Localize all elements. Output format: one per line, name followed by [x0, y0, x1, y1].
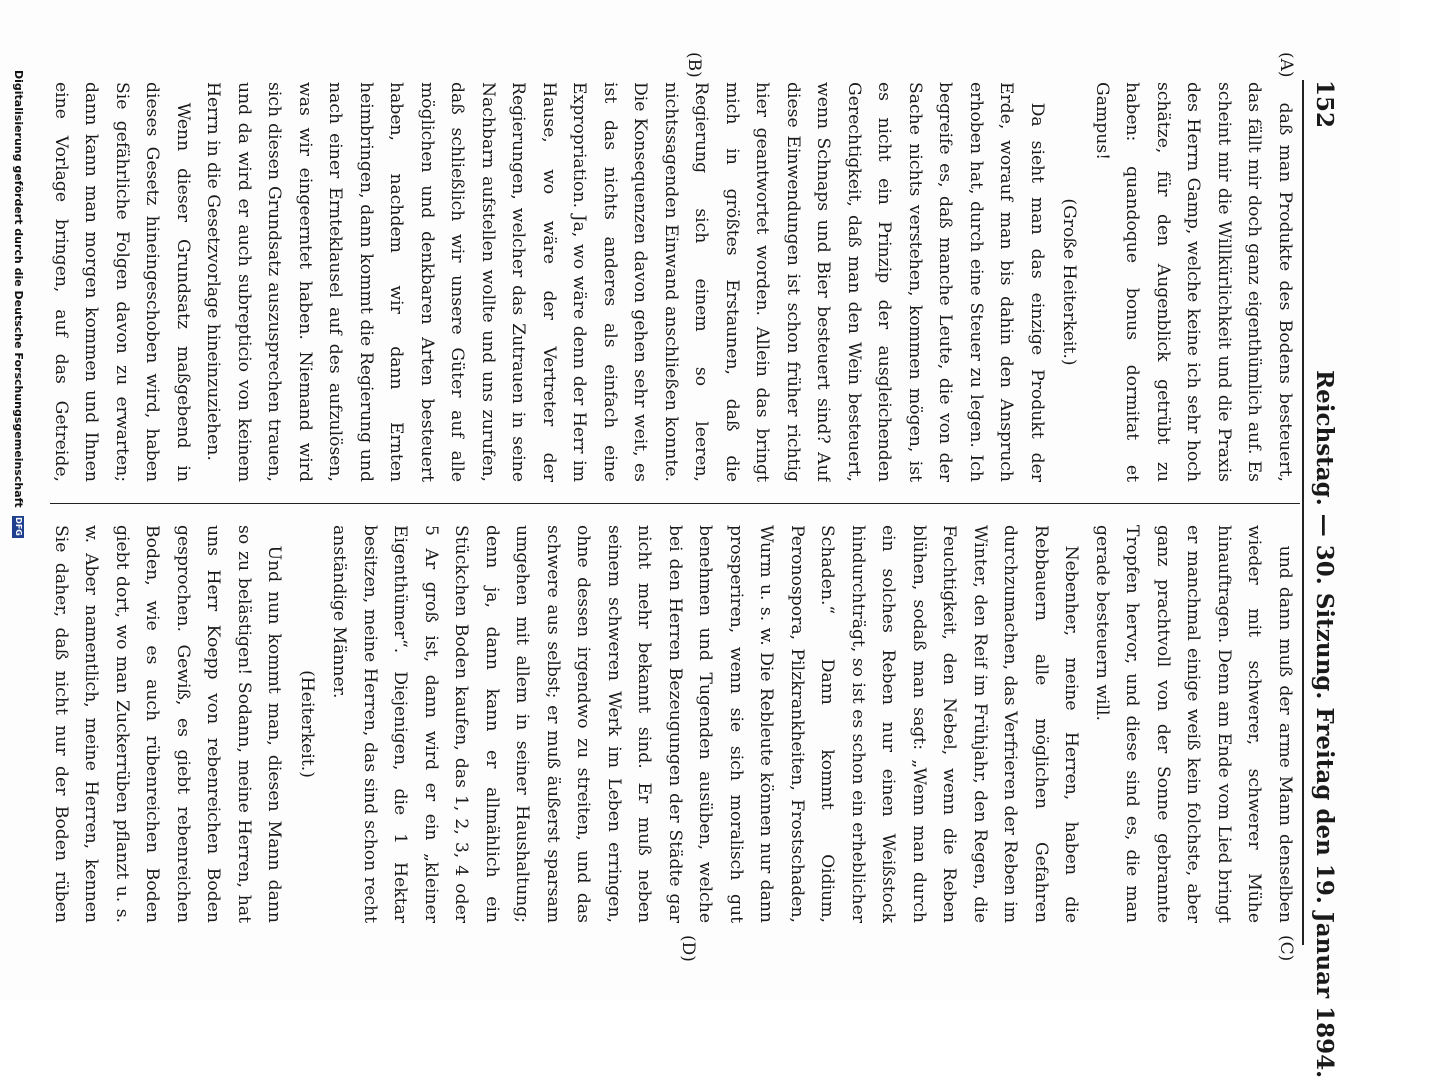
- header-rule: [1302, 80, 1304, 945]
- paragraph: Da sieht man das einzige Produkt der Erde, worauf man bis dahin den Anspruch erhoben hat, durch eine Steuer zu legen. Ich begreife es, daß manche Leute, die von der Sache nichts verstehen, kommen mögen, ist es nicht ein Prinzip der ausgleichenden Gerechtigkeit, daß man den Wein besteuert, wenn Schnaps und Bier besteuert sind? Auf diese Einwendungen ist schon früher richtig hier geantwortet worden. Allein das bringt mich in größtes Erstaunen, daß die Regierung sich einem so leeren, nichtssagenden Einwand anschließen konnte. Die Konsequenzen davon gehen sehr weit, es ist das nichts anderes als einfach eine Expropriation. Ja, wo wäre denn der Herr im Hause, wo wäre der Vertreter der Regierungen, welcher das Zutrauen in seine Nachbarn aufstellen wollte und uns zurufen, daß schließlich wir unsere Güter auf alle möglichen und denkbaren Arten besteuert haben, nachdem wir dann Ernten heimbringen, dann kommt die Regierung und nach einer Ernteklausel auf des aufzulösen, was wir eingeerntet haben. Niemand wird sich diesen Grundsatz auszusprechen trauen, und da wird er auch subrepticio von keinem Herrn in die Gesetzvorlage hineinzuziehen.: [203, 82, 1047, 482]
- text-column-right: [50, 525, 1300, 923]
- margin-marker-a: (A): [1276, 52, 1296, 78]
- margin-marker-c: (C): [1276, 935, 1296, 962]
- column-divider: [50, 503, 1300, 504]
- stage-direction: (Große Heiterkeit.): [1059, 198, 1080, 366]
- margin-marker-b: (B): [684, 52, 704, 78]
- paragraph: Nebenher, meine Herren, haben die Rebbauern alle möglichen Gefahren durchzumachen, das Verfrieren der Reben im Winter, den Reif im Frühjahr, den Regen, die Feuchtigkeit, den Nebel, wenn die Reben blühen, sodaß man sagt: „Wenn man durch ein solches Reben nur einen Weißstock hindurchträgt, so ist es schon ein erheblicher Schaden.“ Dann kommt Oidium, Peronospora, Pilzkrankheiten, Frostschaden, Wurm u. s. w. Die Rebleute können nur dann prosperiren, wenn sie sich moralisch gut benehmen und Tugenden ausüben, welche bei den Herren Bezeugungen der Städte gar nicht mehr bekannt sind. Er muß neben seinem schweren Werk im Leben erringen, ohne dessen irgendwo zu streiten, und das schwere aus selbst; er muß äußerst sparsam umgehen mit allem in seiner Haushaltung; denn ja, dann kann er allmählich ein Stückchen Boden kaufen, das 1, 2, 3, 4 oder 5 Ar groß ist, dann wird er ein „kleiner Eigenthümer“. Diejenigen, die 1 Hektar besitzen, meine Herren, das sind schon recht anständige Männer.: [329, 525, 1082, 923]
- stage-direction: (Heiterkeit.): [297, 670, 317, 778]
- text-column-left: [50, 82, 1300, 482]
- dfg-logo-icon: DFG: [14, 517, 23, 536]
- page-header: [1304, 80, 1338, 1078]
- footer-text: Digitalisierung gefördert durch die Deutsche Forschungsgemeinschaft: [12, 70, 25, 508]
- paragraph: Und nun kommt man, diesen Mann dann so zu belästigen! Sodann, meine Herren, hat uns Herr Koepp von rebenreichen Boden gesprochen. Gewiß, es giebt rebenreichen Boden, wie es auch rübenreichen Boden giebt dort, wo man Zuckerrüben pflanzt u. s. w. Aber namentlich, meine Herren, kennen Sie daher, daß nicht nur der Boden rüben: [51, 525, 285, 923]
- margin-marker-d: (D): [678, 935, 698, 962]
- paragraph: Wenn dieser Grundsatz maßgebend in dieses Gesetz hineingeschoben wird, haben Sie gefährliche Folgen davon zu erwarten; dann kann man morgen kommen und Ihnen eine Vorlage bringen, auf das Getreide,: [51, 82, 193, 482]
- page-title: Reichstag. — 30. Sitzung. Freitag den 19. Januar 1894.: [1311, 370, 1338, 1078]
- paragraph: und dann muß der arme Mann denselben wieder mit schwerer, schwerer Mühe hinauftragen. Denn am Ende vom Lied bringt er manchmal einige weiß kein folchste, aber ganz prachtvoll von der Sonne gebrannte Tropfen hervor, und diese sind es, die man gerade besteuern will.: [1092, 525, 1295, 923]
- page-number: 152: [1311, 80, 1338, 129]
- paragraph: daß man Produkte des Bodens besteuert, das fällt mir doch ganz eigenthümlich auf. Es scheint mir die Willkürlichkeit und die Praxis des Herrn Gamp, welche keine ich sehr hoch schätze, für den Augenblick getrübt zu haben: quandoque bonus dormitat et Gampus!: [1092, 82, 1295, 482]
- footer-credit: [12, 70, 25, 538]
